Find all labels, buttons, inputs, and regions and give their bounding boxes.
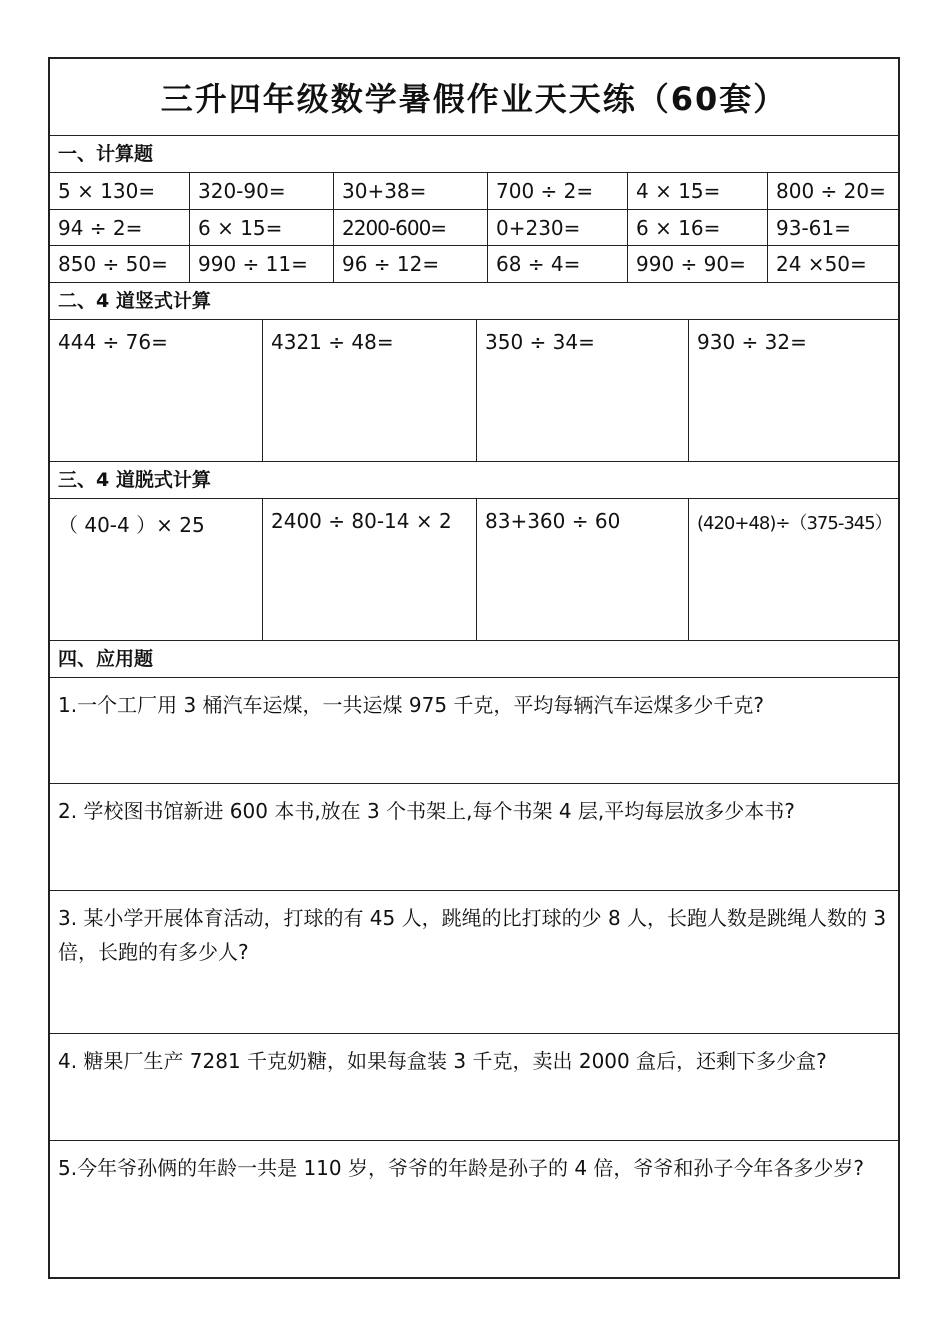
section-heading-stepwise: 三、4 道脱式计算	[50, 462, 898, 499]
calc-cell: 68 ÷ 4=	[488, 246, 628, 282]
calc-cell: 24 ×50=	[776, 252, 867, 276]
calc-cell: 96 ÷ 12=	[334, 246, 488, 282]
word-problem: 4. 糖果厂生产 7281 千克奶糖，如果每盒装 3 千克，卖出 2000 盒后，还剩下多少盒?	[50, 1034, 898, 1141]
calc-cell: 6 × 15=	[190, 210, 334, 245]
stepwise-cell: (420+48)÷（375-345）	[697, 513, 892, 534]
calc-cell: 0+230=	[488, 210, 628, 245]
calc-cell: 93-61=	[776, 215, 851, 240]
vertical-cell: 930 ÷ 32=	[697, 330, 807, 354]
stepwise-cell: 2400 ÷ 80-14 × 2	[263, 499, 477, 640]
vertical-cell: 350 ÷ 34=	[477, 320, 689, 461]
page-title: 三升四年级数学暑假作业天天练（60套）	[50, 59, 898, 136]
calc-cell: 5 × 130=	[50, 173, 190, 209]
stepwise-cell: 83+360 ÷ 60	[477, 499, 689, 640]
section-heading-vertical: 二、4 道竖式计算	[50, 283, 898, 320]
stepwise-cell: （ 40-4 ）× 25	[50, 499, 263, 640]
word-problem: 2. 学校图书馆新进 600 本书,放在 3 个书架上,每个书架 4 层,平均每层放多少本书?	[50, 784, 898, 891]
section-heading-word: 四、应用题	[50, 641, 898, 678]
vertical-row	[50, 320, 898, 462]
vertical-cell: 444 ÷ 76=	[50, 320, 263, 461]
calc-cell: 800 ÷ 20=	[776, 179, 886, 203]
calc-cell: 700 ÷ 2=	[488, 173, 628, 209]
stepwise-row	[50, 499, 898, 641]
calc-row	[50, 173, 898, 210]
word-problem: 5.今年爷孙俩的年龄一共是 110 岁，爷爷的年龄是孙子的 4 倍，爷爷和孙子今年各多少岁?	[58, 1156, 865, 1180]
calc-cell: 6 × 16=	[628, 210, 768, 245]
section-heading-calc: 一、计算题	[50, 136, 898, 173]
calc-row	[50, 210, 898, 246]
calc-cell: 94 ÷ 2=	[50, 210, 190, 245]
calc-cell: 30+38=	[334, 173, 488, 209]
calc-cell: 2200-600=	[334, 210, 488, 245]
vertical-cell: 4321 ÷ 48=	[263, 320, 477, 461]
word-problem: 1.一个工厂用 3 桶汽车运煤，一共运煤 975 千克，平均每辆汽车运煤多少千克?	[50, 678, 898, 784]
calc-cell: 4 × 15=	[628, 173, 768, 209]
calc-cell: 990 ÷ 90=	[628, 246, 768, 282]
calc-cell: 850 ÷ 50=	[50, 246, 190, 282]
worksheet	[48, 57, 900, 1279]
calc-cell: 320-90=	[190, 173, 334, 209]
word-problem: 3. 某小学开展体育活动，打球的有 45 人，跳绳的比打球的少 8 人，长跑人数是跳绳人数的 3 倍，长跑的有多少人?	[50, 891, 898, 1034]
calc-row	[50, 246, 898, 283]
calc-cell: 990 ÷ 11=	[190, 246, 334, 282]
